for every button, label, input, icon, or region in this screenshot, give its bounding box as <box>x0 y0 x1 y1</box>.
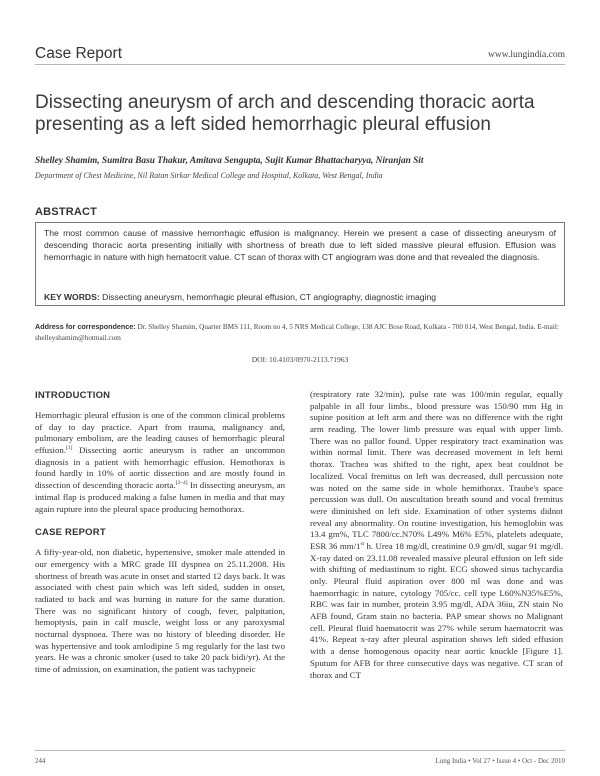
keywords-label: KEY WORDS: <box>44 292 100 302</box>
right-column <box>310 389 563 681</box>
header-divider <box>35 64 565 65</box>
reference-2-4[interactable]: [2–4] <box>175 480 188 487</box>
section-label: Case Report <box>35 45 123 62</box>
page-header <box>35 40 565 70</box>
journal-url[interactable]: www.lungindia.com <box>488 50 565 60</box>
introduction-paragraph-b: Dissecting aortic aneurysm is rather an uncommon diagnosis in a patient with hemorrhagic effusion. Hemothorax is found hardly in 10% of aortic dissection and are mostly found in dissection of descending thoracic aorta. <box>35 445 285 491</box>
case-report-heading: CASE REPORT <box>35 527 106 539</box>
correspondence-text: Dr. Shelley Shamim, Quarter BMS 111, Room no 4, 5 NRS Medical College, 138 AJC Bose Road, Kolkata - 700 014, West Bengal, India. E-mail: shelleyshamim@hotmail.com <box>35 323 559 342</box>
keywords-line <box>44 292 436 302</box>
case-report-paragraph: A fifty-year-old, non diabetic, hypertensive, smoker male attended in our emergency with a MRC grade III dyspnea on 25.11.2008. His shortness of breath was acute in onset and started 12 days back. It was associated with chest pain which was left sided, sudden in onset, radiated to back and was burning in nature for the same duration. There was no significant history of cough, fever, palpitation, hemoptysis, pain in calf muscle, weight loss or any paroxysmal nocturnal dyspnoea. There was no history of bleeding disorder. He was hypertensive and took amlodipine 5 mg regularly for the last two years. He was a chronic smoker (used to take 20 pack bidi/yr). At the time of admission, on examination, the patient was tachypneic <box>35 547 285 675</box>
journal-info: Lung India • Vol 27 • Issue 4 • Oct - Dec 2010 <box>435 757 565 765</box>
superscript-st: st <box>360 541 365 547</box>
doi[interactable]: DOI: 10.4103/0970-2113.71963 <box>251 355 349 364</box>
reference-1[interactable]: [1] <box>66 445 73 452</box>
footer-divider <box>35 750 565 751</box>
introduction-heading: INTRODUCTION <box>35 390 111 401</box>
right-column-text-b: h. Urea 18 mg/dl, creatinine 0.9 gm/dl, sugar 91 mg/dl. X-ray dated on 23.11.08 revealed massive pleural effusion on left side with shifting of mediastinum to right. ECG showed sinus tachycardia only. Pleural fluid aspiration over 800 ml was done and was haemorrhagic in nature, cytology 705/cc. cell type L60%N35%E5%, RBC was fair in number, protein 3.95 mg/dl, ADA 36iu, ZN stain No AFB found, Gram stain no bacteria. PAP smear shows no Malignant cell. Pleural fluid haematocrit was 27% while serum haematocrit was 41%. Repeat x-ray after pleural aspiration shows left sided effusion with a dense homogenous opacity near aortic knuckle [Figure 1]. Sputum for AFB for three consecutive days was negative. CT scan of thorax and CT <box>310 540 563 680</box>
abstract-text: The most common cause of massive hemorrhagic effusion is malignancy. Herein we present a case of dissecting aneurysm of descending thoracic aorta presenting initially with shortness of breath due to left sided massive pleural effusion. Effusion was hemorrhagic in nature with high hematocrit value. CT scan of thorax with CT angiogram was done and that revealed the diagnosis. <box>44 228 556 262</box>
page-number: 244 <box>35 757 46 765</box>
case-report-text <box>35 547 285 676</box>
introduction-paragraph-c: In dissecting aneurysm, an intimal flap is produced making a false lumen in media and that may again rupture into the pleural space producing hemothorax. <box>35 480 285 514</box>
right-column-text-a: (respiratory rate 32/min), pulse rate was 100/min regular, equally palpable in all four limbs., blood pressure was 150/90 mm Hg in supine position at left arm and there was no difference with the right arm reading. The lower limb pressure was equal with upper limb. There was no pallor found. Upper respiratory tract examination was within normal limit. There was decreased movement in left hemi thorax. Trachea was shifted to the right, apex beat couldnot be localized. Vocal fremitus on left was decreased, dull percussion note was noted on the same side in whole hemithorax. Traube's space percussion was dull. On auscultation breath sound and vocal fremitus were diminished on left side. Examination of other systems didnot reveal any abnormality. On routine investigation, his hemoglobin was 13.4 gm%, TLC 7800/cc.N70% L49% M6% E5%, platelets adequate, ESR 36 mm/1 <box>310 389 563 551</box>
introduction-text <box>35 410 285 515</box>
correspondence-block <box>35 322 565 343</box>
introduction-paragraph-a: Hemorrhagic pleural effusion is one of the common clinical problems of day to day practice. Apart from trauma, malignancy and, pulmonary embolism, are the leading causes of hemorrhagic pleural effusion. <box>35 410 285 456</box>
abstract-heading: ABSTRACT <box>35 206 98 218</box>
affiliation: Department of Chest Medicine, Nil Ratan Sirkar Medical College and Hospital, Kolkata, West Bengal, India <box>35 171 383 180</box>
left-column <box>35 390 285 676</box>
abstract-box <box>35 222 565 306</box>
article-title: Dissecting aneurysm of arch and descending thoracic aorta presenting as a left sided hemorrhagic pleural effusion <box>35 92 535 135</box>
correspondence-label: Address for correspondence: <box>35 322 136 331</box>
keywords-text: Dissecting aneurysm, hemorrhagic pleural effusion, CT angiography, diagnostic imaging <box>102 292 437 302</box>
author-list: Shelley Shamim, Sumitra Basu Thakur, Amitava Sengupta, Sujit Kumar Bhattacharyya, Niranjan Sit <box>35 156 424 166</box>
